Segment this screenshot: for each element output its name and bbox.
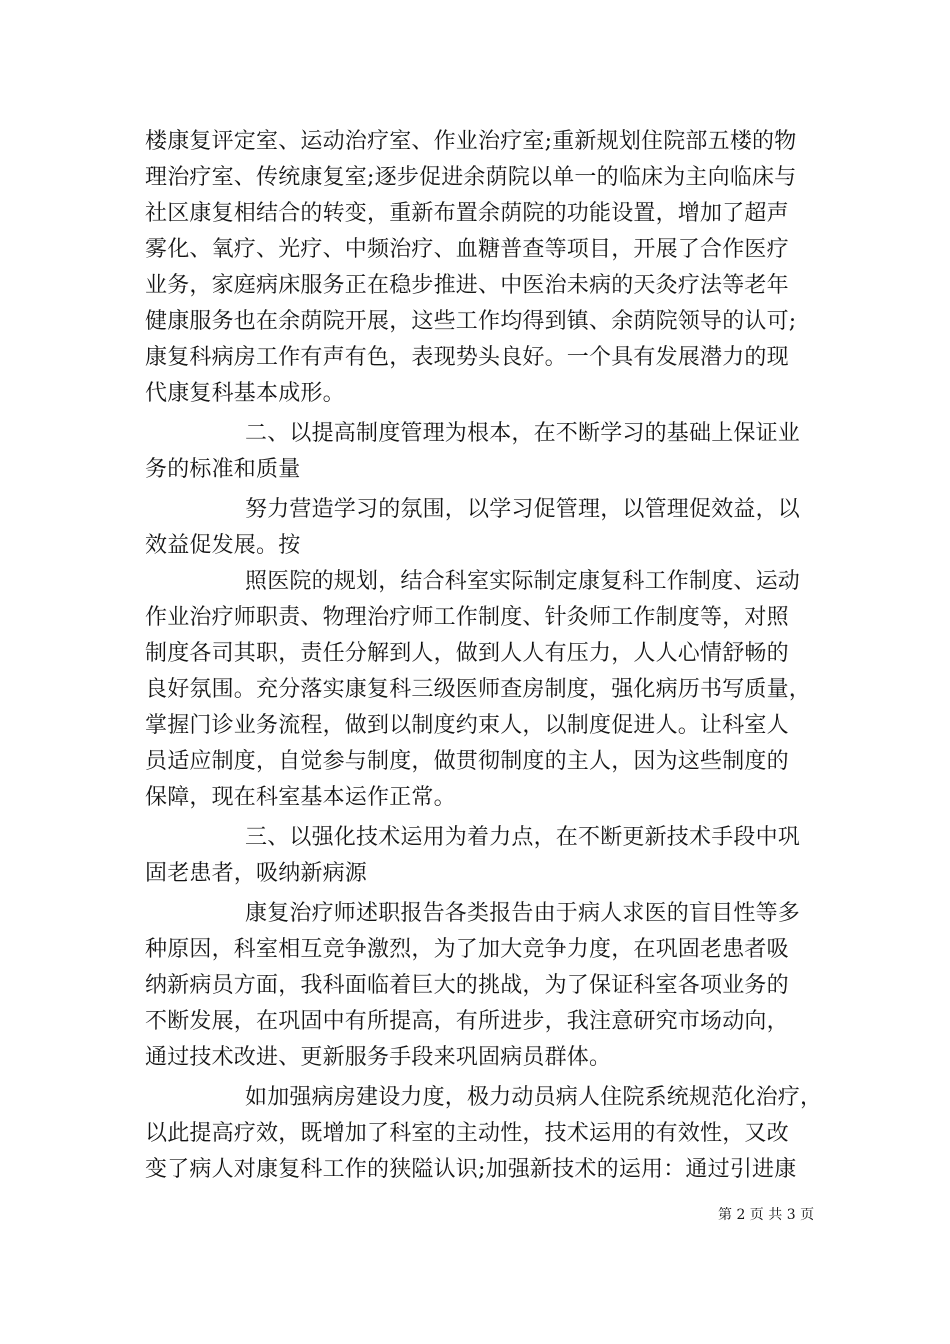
text-line: 不断发展，在巩固中有所提高，有所进步，我注意研究市场动向， — [145, 1009, 789, 1034]
text-line: 掌握门诊业务流程，做到以制度约束人，以制度促进人。让科室人 — [145, 713, 789, 738]
text-line: 雾化、氧疗、光疗、中频治疗、血糖普查等项目，开展了合作医疗 — [145, 237, 789, 262]
section-heading-cont: 务的标准和质量 — [145, 457, 301, 482]
text-line: 如加强病房建设力度，极力动员病人住院系统规范化治疗， — [245, 1085, 823, 1110]
text-line: 通过技术改进、更新服务手段来巩固病员群体。 — [145, 1045, 612, 1070]
text-line: 楼康复评定室、运动治疗室、作业治疗室;重新规划住院部五楼的物 — [145, 129, 797, 154]
text-line: 制度各司其职，责任分解到人，做到人人有压力，人人心情舒畅的 — [145, 641, 789, 666]
text-line: 以此提高疗效，既增加了科室的主动性，技术运用的有效性，又改 — [145, 1121, 789, 1146]
text-line: 社区康复相结合的转变，重新布置余荫院的功能设置，增加了超声 — [145, 201, 789, 226]
text-line: 变了病人对康复科工作的狭隘认识;加强新技术的运用：通过引进康 — [145, 1157, 797, 1182]
text-line: 努力营造学习的氛围，以学习促管理，以管理促效益，以 — [245, 497, 801, 522]
text-line: 作业治疗师职责、物理治疗师工作制度、针灸师工作制度等，对照 — [145, 605, 789, 630]
text-line: 保障，现在科室基本运作正常。 — [145, 785, 456, 810]
page-number-footer: 第 2 页 共 3 页 — [718, 1207, 815, 1223]
text-line: 健康服务也在余荫院开展，这些工作均得到镇、余荫院领导的认可; — [145, 309, 797, 334]
section-heading: 二、以提高制度管理为根本，在不断学习的基础上保证业 — [245, 421, 801, 446]
text-line: 照医院的规划，结合科室实际制定康复科工作制度、运动 — [245, 569, 801, 594]
section-heading-cont: 固老患者，吸纳新病源 — [145, 861, 368, 886]
text-line: 种原因，科室相互竞争激烈，为了加大竞争力度，在巩固老患者吸 — [145, 937, 789, 962]
text-line: 效益促发展。按 — [145, 533, 301, 558]
text-line: 员适应制度，自觉参与制度，做贯彻制度的主人，因为这些制度的 — [145, 749, 789, 774]
text-line: 代康复科基本成形。 — [145, 381, 345, 406]
text-line: 康复治疗师述职报告各类报告由于病人求医的盲目性等多 — [245, 901, 801, 926]
text-line: 理治疗室、传统康复室;逐步促进余荫院以单一的临床为主向临床与 — [145, 165, 797, 190]
section-heading: 三、以强化技术运用为着力点，在不断更新技术手段中巩 — [245, 825, 801, 850]
text-line: 良好氛围。充分落实康复科三级医师查房制度，强化病历书写质量， — [145, 677, 812, 702]
text-line: 业务，家庭病床服务正在稳步推进、中医治未病的天灸疗法等老年 — [145, 273, 789, 298]
text-line: 康复科病房工作有声有色，表现势头良好。一个具有发展潜力的现 — [145, 345, 789, 370]
text-line: 纳新病员方面，我科面临着巨大的挑战，为了保证科室各项业务的 — [145, 973, 789, 998]
